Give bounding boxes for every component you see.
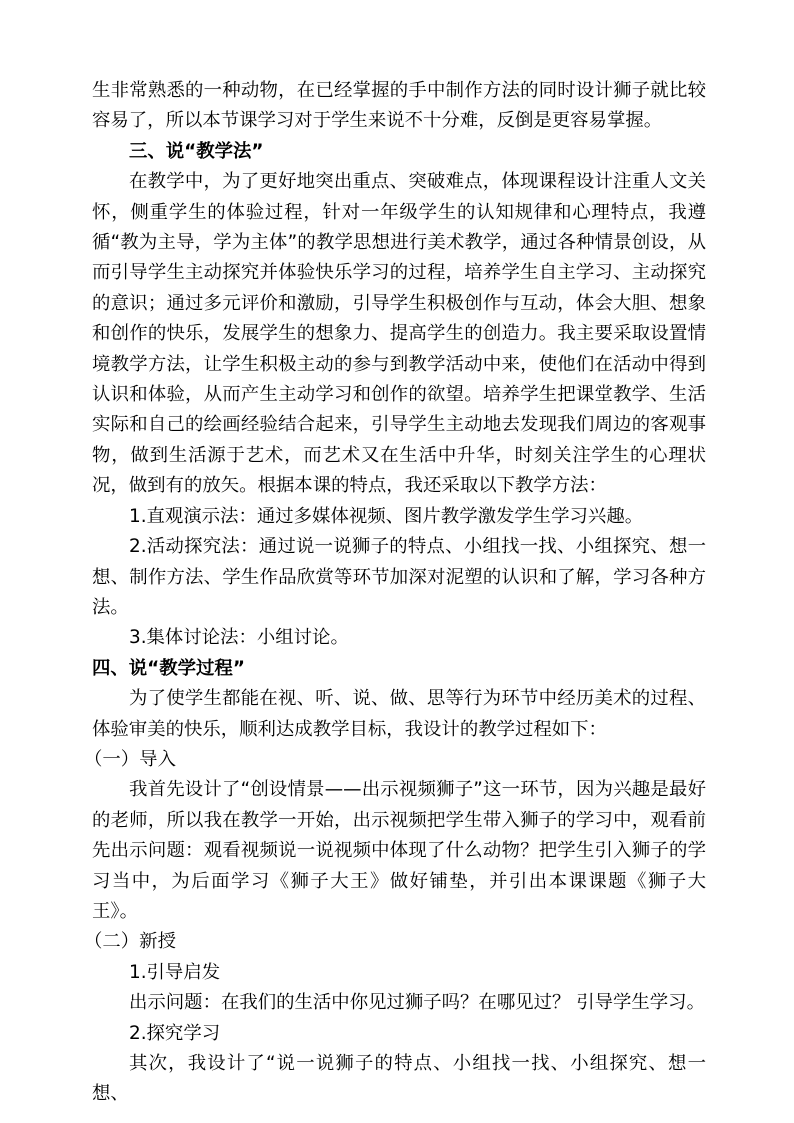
method-item-1: 1.直观演示法：通过多媒体视频、图片教学激发学生学习兴趣。 <box>129 505 644 527</box>
paragraph-guide: 出示问题：在我们的生活中你见过狮子吗？在哪见过？ 引导学生学习。 <box>129 992 705 1014</box>
step-heading-guide: 1.引导启发 <box>129 961 221 983</box>
method-item-3: 3.集体讨论法：小组讨论。 <box>129 627 349 649</box>
paragraph-continuation: 生非常熟悉的一种动物，在已经掌握的手中制作方法的同时设计狮子就比较容易了，所以本节课学习对于学生来说不十分难，反倒是更容易掌握。 <box>92 80 706 132</box>
subsection-heading-intro: （一）导入 <box>84 748 176 770</box>
step-heading-explore: 2.探究学习 <box>129 1022 221 1044</box>
document-body <box>84 76 706 1110</box>
paragraph-teaching-methods: 在教学中，为了更好地突出重点、突破难点，体现课程设计注重人文关怀，侧重学生的体验过程，针对一年级学生的认知规律和心理特点，我遵循“教为主导，学为主体”的教学思想进行美术教学，通过各种情景创设，从而引导学生主动探究并体验快乐学习的过程，培养学生自主学习、主动探究的意识；通过多元评价和激励，引导学生积极创作与互动，体会大胆、想象和创作的快乐，发展学生的想象力、提高学生的创造力。我主要采取设置情境教学方法，让学生积极主动的参与到教学活动中来，使他们在活动中得到认识和体验，从而产生主动学习和创作的欲望。培养学生把课堂教学、生活实际和自己的绘画经验结合起来，引导学生主动地去发现我们周边的客观事物，做到生活源于艺术，而艺术又在生活中升华，时刻关注学生的心理状况，做到有的放矢。根据本课的特点，我还采取以下教学方法： <box>92 171 706 497</box>
paragraph-explore: 其次，我设计了“说一说狮子的特点、小组找一找、小组探究、想一想、 <box>92 1053 706 1105</box>
method-item-2: 2.活动探究法：通过说一说狮子的特点、小组找一找、小组探究、想一想、制作方法、学生作品欣赏等环节加深对泥塑的认识和了解，学习各种方法。 <box>92 536 706 618</box>
paragraph-process-intro: 为了使学生都能在视、听、说、做、思等行为环节中经历美术的过程、体验审美的快乐，顺利达成教学目标，我设计的教学过程如下： <box>92 688 706 740</box>
paragraph-intro: 我首先设计了“创设情景——出示视频狮子”这一环节，因为兴趣是最好的老师，所以我在教学一开始，出示视频把学生带入狮子的学习中，观看前先出示问题：观看视频说一说视频中体现了什么动物？把学生引入狮子的学习当中，为后面学习《狮子大王》做好铺垫，并引出本课课题《狮子大王》。 <box>92 779 706 922</box>
subsection-heading-new-lesson: （二）新授 <box>84 931 176 953</box>
section-heading-teaching-process: 四、说“教学过程” <box>92 657 245 679</box>
section-heading-teaching-methods: 三、说“教学法” <box>129 140 264 162</box>
